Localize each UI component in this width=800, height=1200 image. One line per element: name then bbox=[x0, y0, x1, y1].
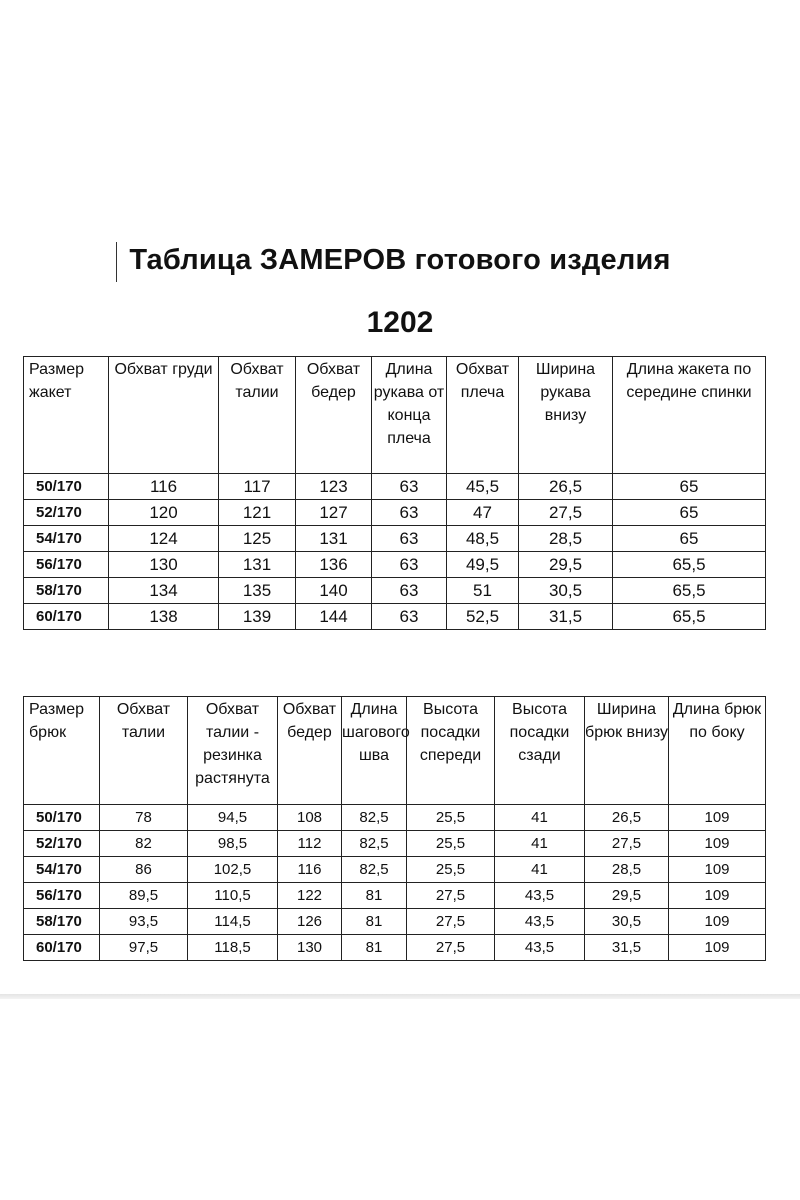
value-cell: 108 bbox=[278, 805, 342, 831]
page-title: Таблица ЗАМЕРОВ готового изделия bbox=[129, 244, 671, 276]
value-cell: 29,5 bbox=[519, 552, 613, 578]
value-cell: 112 bbox=[278, 831, 342, 857]
value-cell: 81 bbox=[342, 935, 407, 961]
header-cell: Обхват плеча bbox=[447, 357, 519, 474]
header-cell: Ширина брюк внизу bbox=[585, 697, 669, 805]
header-cell: Обхват талии bbox=[219, 357, 296, 474]
table-row bbox=[24, 500, 766, 526]
value-cell: 110,5 bbox=[188, 883, 278, 909]
value-cell: 47 bbox=[447, 500, 519, 526]
value-cell: 65 bbox=[613, 500, 766, 526]
value-cell: 48,5 bbox=[447, 526, 519, 552]
pants-header-row bbox=[24, 697, 766, 805]
value-cell: 109 bbox=[669, 857, 766, 883]
header-cell: Обхват талии bbox=[100, 697, 188, 805]
value-cell: 63 bbox=[372, 604, 447, 630]
header-cell: Высота посадки спереди bbox=[407, 697, 495, 805]
value-cell: 81 bbox=[342, 883, 407, 909]
header-cell: Ширина рукава внизу bbox=[519, 357, 613, 474]
table-row bbox=[24, 526, 766, 552]
size-cell: 56/170 bbox=[24, 552, 109, 578]
size-cell: 52/170 bbox=[24, 500, 109, 526]
pants-measurements-table bbox=[23, 696, 766, 961]
value-cell: 131 bbox=[219, 552, 296, 578]
table-row bbox=[24, 604, 766, 630]
value-cell: 117 bbox=[219, 474, 296, 500]
value-cell: 82,5 bbox=[342, 831, 407, 857]
value-cell: 123 bbox=[296, 474, 372, 500]
value-cell: 109 bbox=[669, 909, 766, 935]
value-cell: 140 bbox=[296, 578, 372, 604]
value-cell: 63 bbox=[372, 474, 447, 500]
table-row bbox=[24, 805, 766, 831]
value-cell: 65,5 bbox=[613, 578, 766, 604]
value-cell: 127 bbox=[296, 500, 372, 526]
value-cell: 63 bbox=[372, 578, 447, 604]
value-cell: 43,5 bbox=[495, 883, 585, 909]
value-cell: 138 bbox=[109, 604, 219, 630]
table-row bbox=[24, 909, 766, 935]
value-cell: 122 bbox=[278, 883, 342, 909]
size-cell: 60/170 bbox=[24, 935, 100, 961]
size-cell: 54/170 bbox=[24, 526, 109, 552]
value-cell: 82 bbox=[100, 831, 188, 857]
jacket-header-row bbox=[24, 357, 766, 474]
value-cell: 116 bbox=[109, 474, 219, 500]
value-cell: 109 bbox=[669, 831, 766, 857]
table-row bbox=[24, 552, 766, 578]
size-cell: 56/170 bbox=[24, 883, 100, 909]
value-cell: 116 bbox=[278, 857, 342, 883]
value-cell: 30,5 bbox=[519, 578, 613, 604]
value-cell: 98,5 bbox=[188, 831, 278, 857]
value-cell: 27,5 bbox=[519, 500, 613, 526]
table-row bbox=[24, 883, 766, 909]
value-cell: 27,5 bbox=[585, 831, 669, 857]
value-cell: 65 bbox=[613, 474, 766, 500]
value-cell: 144 bbox=[296, 604, 372, 630]
value-cell: 78 bbox=[100, 805, 188, 831]
value-cell: 27,5 bbox=[407, 909, 495, 935]
table-row bbox=[24, 578, 766, 604]
value-cell: 134 bbox=[109, 578, 219, 604]
header-cell: Обхват талии - резинка растянута bbox=[188, 697, 278, 805]
value-cell: 27,5 bbox=[407, 935, 495, 961]
value-cell: 89,5 bbox=[100, 883, 188, 909]
table-row bbox=[24, 474, 766, 500]
value-cell: 124 bbox=[109, 526, 219, 552]
value-cell: 109 bbox=[669, 935, 766, 961]
value-cell: 43,5 bbox=[495, 909, 585, 935]
value-cell: 43,5 bbox=[495, 935, 585, 961]
value-cell: 97,5 bbox=[100, 935, 188, 961]
value-cell: 130 bbox=[278, 935, 342, 961]
value-cell: 28,5 bbox=[519, 526, 613, 552]
value-cell: 93,5 bbox=[100, 909, 188, 935]
header-cell: Длина жакета по середине спинки bbox=[613, 357, 766, 474]
value-cell: 82,5 bbox=[342, 857, 407, 883]
value-cell: 51 bbox=[447, 578, 519, 604]
value-cell: 31,5 bbox=[585, 935, 669, 961]
value-cell: 27,5 bbox=[407, 883, 495, 909]
value-cell: 45,5 bbox=[447, 474, 519, 500]
size-cell: 50/170 bbox=[24, 474, 109, 500]
value-cell: 52,5 bbox=[447, 604, 519, 630]
value-cell: 131 bbox=[296, 526, 372, 552]
value-cell: 49,5 bbox=[447, 552, 519, 578]
value-cell: 135 bbox=[219, 578, 296, 604]
header-cell: Высота посадки сзади bbox=[495, 697, 585, 805]
size-cell: 54/170 bbox=[24, 857, 100, 883]
header-cell: Обхват бедер bbox=[278, 697, 342, 805]
header-cell: Размер брюк bbox=[24, 697, 100, 805]
value-cell: 26,5 bbox=[519, 474, 613, 500]
value-cell: 31,5 bbox=[519, 604, 613, 630]
value-cell: 26,5 bbox=[585, 805, 669, 831]
value-cell: 118,5 bbox=[188, 935, 278, 961]
table-row bbox=[24, 857, 766, 883]
value-cell: 63 bbox=[372, 552, 447, 578]
value-cell: 41 bbox=[495, 857, 585, 883]
value-cell: 109 bbox=[669, 805, 766, 831]
value-cell: 63 bbox=[372, 500, 447, 526]
value-cell: 125 bbox=[219, 526, 296, 552]
value-cell: 41 bbox=[495, 805, 585, 831]
value-cell: 121 bbox=[219, 500, 296, 526]
header-cell: Обхват бедер bbox=[296, 357, 372, 474]
value-cell: 41 bbox=[495, 831, 585, 857]
value-cell: 65,5 bbox=[613, 604, 766, 630]
value-cell: 94,5 bbox=[188, 805, 278, 831]
value-cell: 114,5 bbox=[188, 909, 278, 935]
table-row bbox=[24, 935, 766, 961]
value-cell: 25,5 bbox=[407, 805, 495, 831]
header-cell: Размер жакет bbox=[24, 357, 109, 474]
size-cell: 60/170 bbox=[24, 604, 109, 630]
value-cell: 120 bbox=[109, 500, 219, 526]
value-cell: 136 bbox=[296, 552, 372, 578]
value-cell: 65,5 bbox=[613, 552, 766, 578]
size-cell: 58/170 bbox=[24, 578, 109, 604]
value-cell: 25,5 bbox=[407, 831, 495, 857]
size-cell: 52/170 bbox=[24, 831, 100, 857]
value-cell: 86 bbox=[100, 857, 188, 883]
size-cell: 58/170 bbox=[24, 909, 100, 935]
header-cell: Длина шагового шва bbox=[342, 697, 407, 805]
value-cell: 102,5 bbox=[188, 857, 278, 883]
value-cell: 29,5 bbox=[585, 883, 669, 909]
size-cell: 50/170 bbox=[24, 805, 100, 831]
header-cell: Обхват груди bbox=[109, 357, 219, 474]
value-cell: 126 bbox=[278, 909, 342, 935]
value-cell: 65 bbox=[613, 526, 766, 552]
header-cell: Длина брюк по боку bbox=[669, 697, 766, 805]
jacket-measurements-table bbox=[23, 356, 766, 630]
value-cell: 130 bbox=[109, 552, 219, 578]
header-cell: Длина рукава от конца плеча bbox=[372, 357, 447, 474]
table-row bbox=[24, 831, 766, 857]
value-cell: 28,5 bbox=[585, 857, 669, 883]
value-cell: 25,5 bbox=[407, 857, 495, 883]
model-number: 1202 bbox=[366, 306, 434, 339]
value-cell: 109 bbox=[669, 883, 766, 909]
value-cell: 139 bbox=[219, 604, 296, 630]
page-divider bbox=[0, 994, 800, 999]
value-cell: 63 bbox=[372, 526, 447, 552]
value-cell: 81 bbox=[342, 909, 407, 935]
value-cell: 82,5 bbox=[342, 805, 407, 831]
value-cell: 30,5 bbox=[585, 909, 669, 935]
